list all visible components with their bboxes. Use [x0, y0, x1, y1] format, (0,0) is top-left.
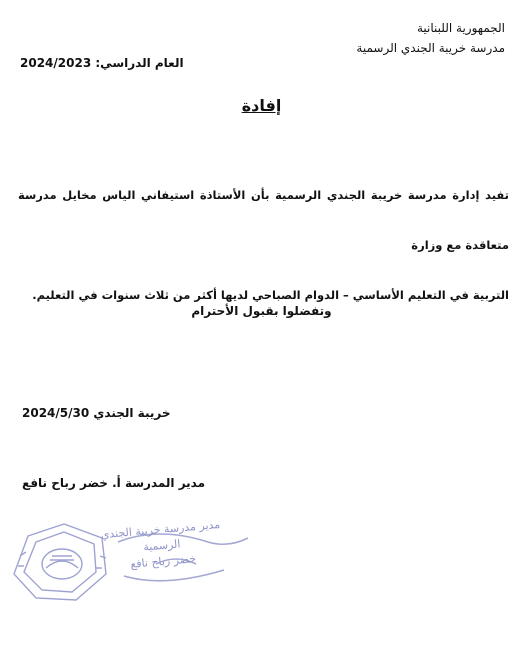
stamp-line-1: مدير مدرسة خريبة الجندي — [100, 517, 221, 542]
place-name: خريبة الجندي — [93, 406, 171, 420]
closing-phrase: وتفضلوا بقبول الأحترام — [191, 304, 332, 318]
body-line-1: تفيد إدارة مدرسة خريبة الجندي الرسمية بأن الأستاذة استيفاني الياس مخايل مدرسة متعاقدة مع وزارة — [18, 188, 509, 252]
school-name: مدرسة خريبة الجندي الرسمية — [356, 41, 505, 55]
stamp-line-3: خضر رباح نافع — [129, 552, 197, 571]
country-name: الجمهورية اللبنانية — [416, 21, 505, 35]
body-line-2: التربية في التعليم الأساسي – الدوام الصباحي لديها أكثر من ثلاث سنوات في التعليم. — [32, 288, 509, 302]
issue-date: 2024/5/30 — [22, 406, 90, 420]
academic-year-label: العام الدراسي: — [95, 56, 184, 70]
academic-year — [20, 56, 184, 70]
academic-year-value: 2024/2023 — [20, 56, 92, 70]
document-title: إفادة — [241, 96, 282, 115]
official-stamp — [6, 516, 266, 606]
letterhead — [356, 18, 505, 58]
signature-line: مدير المدرسة أ. خضر رباح نافع — [22, 476, 206, 490]
stamp-line-2: الرسمية — [142, 537, 181, 554]
certificate-body — [18, 170, 509, 320]
place-and-date — [22, 406, 170, 420]
